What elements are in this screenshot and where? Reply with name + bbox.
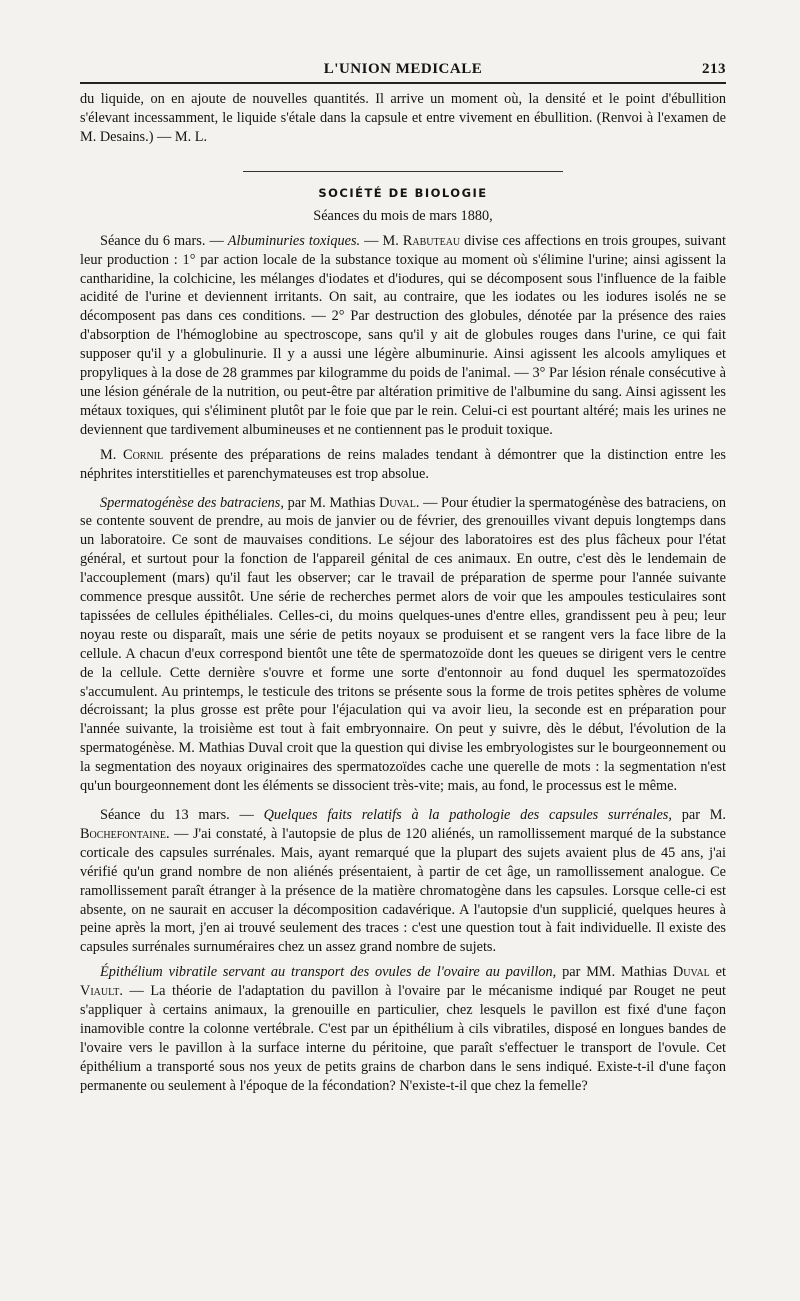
session-lead: Séance du 6 mars. — <box>100 232 228 249</box>
session-lead: Séance du 13 mars. — <box>100 807 264 823</box>
running-head <box>80 58 726 84</box>
author-name: Bochefontaine <box>80 825 166 842</box>
journal-title: L'UNION MEDICALE <box>323 61 483 77</box>
paragraph-spermatogenese: Spermatogénèse des batraciens, par M. Mathias Duval. — Pour étudier la spermatogénèse des batraciens, on se contente souvent de prendre, au mois de janvier ou de février, des grenouilles vivant depuis longtemps dans un laboratoire. Ce sont de mauvaises conditions. Le séjour des laboratoires est des plus fâcheux pour l'état général, et surtout pour la fonction de l'appareil génital de ces animaux. En outre, c'est dès le lendemain de l'accouplement (mars) qu'il faut les observer; car le travail de préparation de sperme pour l'année suivante commence presque aussitôt. Une série de recherches permet alors de voir que les ampoules testiculaires sont tapissées de cellules épithéliales. Celles-ci, du moins quelques-unes d'entre elles, grandissent peu à peu; leur noyau reste ou disparaît, mais une série de petits noyaux se produisent et se rangent vers la face libre de la cellule. A chacun d'eux correspond bientôt une tête de spermatozoïde dont les queues se dirigent vers le centre de la cellule. Cette dernière s'ouvre et forme une sorte d'entonnoir au fond duquel les spermatozoïdes s'accumulent. Au printemps, le testicule des tritons se présente sous la forme de trois petites sphères de volume décroissant; la plus grosse est prête pour l'éjaculation qui va avoir lieu, la seconde est en préparation pour l'année suivante, la troisième est tout à fait embryonnaire. On peut y suivre, dès le début, l'évolution de la spermatogénèse. M. Mathias Duval croit que la question qui divise les embryologistes sur le bourgeonnement ou la segmentation des noyaux originaires des spermatozoïdes cache une querelle de mots : la segmentation n'est qu'un bourgeonnement dont les éléments se dissocient très-vite; mais, au fond, le processus est le même. <box>80 494 726 795</box>
paragraph-body: divise ces affections en trois groupes, suivant leur production : 1° par action locale de la substance toxique au moment où s'élimine l'urine; ainsi agissent la cantharidine, la colchicine, les mélanges d'iodates et d'iodures, qui se décomposent sous l'influence de la faible acidité de l'urine et deviennent irritants. On sait, au contraire, que les iodates ou les iodures isolés ne se décomposent pas dans ces conditions. — 2° Par destruction des globules, dénotée par la présence des raies d'absorption de l'hémoglobine au spectroscope, sans qu'il y ait de globules rouges dans l'urine, ce qui fait supposer qu'il y a globulinurie. Il y a aussi une légère albuminurie. Ainsi agissent les alcools amyliques et propyliques à la dose de 28 grammes par kilogramme du poids de l'animal. — 3° Par lésion rénale consécutive à une lésion générale de la nutrition, ou peut-être par altération primitive de l'albumine du sang. Ainsi agissent les métaux toxiques, qui s'éliminent plutôt par le foie que par le rein. Celui-ci est pourtant altéré; mais les urines ne deviennent que tardivement albumineuses et ne contiennent pas le produit toxique. <box>80 232 726 438</box>
intro-paragraph: du liquide, on en ajoute de nouvelles quantités. Il arrive un moment où, la densité et le point d'ébullition s'élevant incessamment, le liquide s'étale dans la capsule et entre vivement en ébullition. (Renvoi à l'examen de M. Desains.) — M. L. <box>80 91 726 145</box>
paragraph-epithelium: Épithélium vibratile servant au transport des ovules de l'ovaire au pavillon, par MM. Mathias Duval et Viault. — La théorie de l'adaptation du pavillon à l'ovaire par le mécanisme indiqué par Rouget ne peut s'appliquer à certains animaux, la grenouille en particulier, chez lesquels le pavillon est fixé d'une façon inamovible contre la colonne vertébrale. C'est par un épithélium à cils vibratiles, disposé en longues bandes de l'ovaire vers le pavillon à la surface interne du péritoine, que paraît s'effectuer le transport de l'ovule. Cet épithélium a transporté sous nos yeux de petits grains de charbon dans le sens indiqué. Existe-t-il d'une façon permanente ou seulement à l'époque de la fécondation? N'existe-t-il que chez la femelle? <box>80 964 726 1094</box>
author-name: Duval <box>672 964 710 981</box>
topic-title: Épithélium vibratile servant au transport des ovules de l'ovaire au pavillon, <box>100 964 557 981</box>
paragraph-body: . — J'ai constaté, à l'autopsie de plus de 120 aliénés, un ramollissement marqué de la substance corticale des capsules surrénales. Mais, ayant remarqué que la plupart des sujets avaient plus de 45 ans, j'ai vérifié qu'un grand nombre de non aliénés présentaient, à partir de cet âge, un ramollissement analogue. Ce ramollissement paraît étranger à la présence de la matière chromatogène dans les capsules. Lorsque celle-ci est absente, on ne saurait en accuser la décomposition cadavérique. A l'autopsie d'un supplicié, quelques heures à peine après la mort, j'en ai trouvé seulement des traces : c'est une question tout à fait individuelle. Il existe des capsules surrénales surnuméraires chez un assez grand nombre de sujets. <box>80 825 726 956</box>
author-name: Duval <box>379 494 416 511</box>
topic-title: Spermatogénèse des batraciens, <box>100 494 284 511</box>
paragraph-body: . — Pour étudier la spermatogénèse des batraciens, on se contente souvent de prendre, au mois de janvier ou de février, des grenouilles vivant depuis longtemps dans un laboratoire. Ce sont de mauvaises conditions. Le séjour des laboratoires est des plus fâcheux pour l'état général, et surtout pour la fonction de l'appareil génital de ces animaux. En outre, c'est dès le lendemain de l'accouplement (mars) qu'il faut les observer; car le travail de préparation de sperme pour l'année suivante commence presque aussitôt. Une série de recherches permet alors de voir que les ampoules testiculaires sont tapissées de cellules épithéliales. Celles-ci, du moins quelques-unes d'entre elles, grandissent peu à peu; leur noyau reste ou disparaît, mais une série de petits noyaux se produisent et se rangent vers la face libre de la cellule. A chacun d'eux correspond bientôt une tête de spermatozoïde dont les queues se dirigent vers le centre de la cellule. Cette dernière s'ouvre et forme une sorte d'entonnoir au fond duquel les spermatozoïdes s'accumulent. Au printemps, le testicule des tritons se présente sous la forme de trois petites sphères de volume décroissant; la plus grosse est prête pour l'éjaculation qui va avoir lieu, la seconde est en préparation pour l'année suivante, la troisième est tout à fait embryonnaire. On peut y suivre, dès le début, l'évolution de la spermatogénèse. M. Mathias Duval croit que la question qui divise les embryologistes sur le bourgeonnement ou la segmentation des noyaux originaires des spermatozoïdes cache une querelle de mots : la segmentation n'est qu'un bourgeonnement dont les éléments se dissocient très-vite; mais, au fond, le processus est le même. <box>80 494 726 795</box>
author-name: Rabuteau <box>402 232 461 249</box>
paragraph-cornil: M. Cornil présente des préparations de reins malades tendant à démontrer que la distinction entre les néphrites interstitielles et parenchymateuses est trop absolue. <box>80 446 726 482</box>
topic-title: Quelques faits relatifs à la pathologie des capsules surrénales, <box>263 807 672 823</box>
page-number: 213 <box>702 61 726 77</box>
paragraph-albuminuries: Séance du 6 mars. — Albuminuries toxiques. — M. Rabuteau divise ces affections en trois groupes, suivant leur production : 1° par action locale de la substance toxique au moment où s'élimine l'urine; ainsi agissent la cantharidine, la colchicine, les mélanges d'iodates et d'iodures, qui se décomposent sous l'influence de la faible acidité de l'urine et deviennent irritants. On sait, au contraire, que les iodates ou les iodures isolés ne se décomposent pas dans ces conditions. — 2° Par destruction des globules, dénotée par la présence des raies d'absorption de l'hémoglobine au spectroscope, sans qu'il y ait de globules rouges dans l'urine, ce qui fait supposer qu'il y a globulinurie. Il y a aussi une légère albuminurie. Ainsi agissent les alcools amyliques et propyliques à la dose de 28 grammes par kilogramme du poids de l'animal. — 3° Par lésion rénale consécutive à une lésion générale de la nutrition, ou peut-être par altération primitive de l'albumine du sang. Ainsi agissent les métaux toxiques, qui s'éliminent plutôt par le foie que par le rein. Celui-ci est pourtant altéré; mais les urines ne deviennent que tardivement albumineuses et ne contiennent pas le produit toxique. <box>80 232 726 438</box>
journal-page <box>80 58 726 1096</box>
paragraph-body: . — La théorie de l'adaptation du pavillon à l'ovaire par le mécanisme indiqué par Rouget ne peut s'appliquer à certains animaux, la grenouille en particulier, chez lesquels le pavillon est fixé d'une façon inamovible contre la colonne vertébrale. C'est par un épithélium à cils vibratiles, disposé en longues bandes de l'ovaire vers le pavillon à la surface interne du péritoine, que paraît s'effectuer le transport de l'ovule. Cet épithélium a transporté sous nos yeux de petits grains de charbon dans le sens indiqué. Existe-t-il d'une façon permanente ou seulement à l'époque de la fécondation? N'existe-t-il que chez la femelle? <box>80 983 726 1094</box>
paragraph-capsules-surrenales: Séance du 13 mars. — Quelques faits relatifs à la pathologie des capsules surrénales, par M. Bochefontaine. — J'ai constaté, à l'autopsie de plus de 120 aliénés, un ramollissement marqué de la substance corticale des capsules surrénales. Mais, ayant remarqué que la plupart des sujets avaient plus de 45 ans, j'ai vérifié qu'un grand nombre de non aliénés présentaient, à partir de cet âge, un ramollissement analogue. Ce ramollissement paraît étranger à la présence de la matière chromatogène dans les capsules. Lorsque celle-ci est absente, on ne saurait en accuser la décomposition cadavérique. A l'autopsie d'un supplicié, quelques heures à peine après la mort, j'en ai trouvé seulement des traces : c'est une question tout à fait individuelle. Il existe des capsules surrénales surnuméraires chez un assez grand nombre de sujets. <box>80 807 727 956</box>
topic-title: Albuminuries toxiques. <box>227 232 361 249</box>
author-name: Cornil <box>123 446 164 463</box>
author-name: Viault <box>80 983 120 1000</box>
section-title: SOCIÉTÉ DE BIOLOGIE <box>318 185 488 200</box>
section-divider <box>243 171 563 172</box>
section-subtitle: Séances du mois de mars 1880, <box>313 207 493 224</box>
paragraph-body: présente des préparations de reins malades tendant à démontrer que la distinction entre les néphrites interstitielles et parenchymateuses est trop absolue. <box>80 446 726 482</box>
